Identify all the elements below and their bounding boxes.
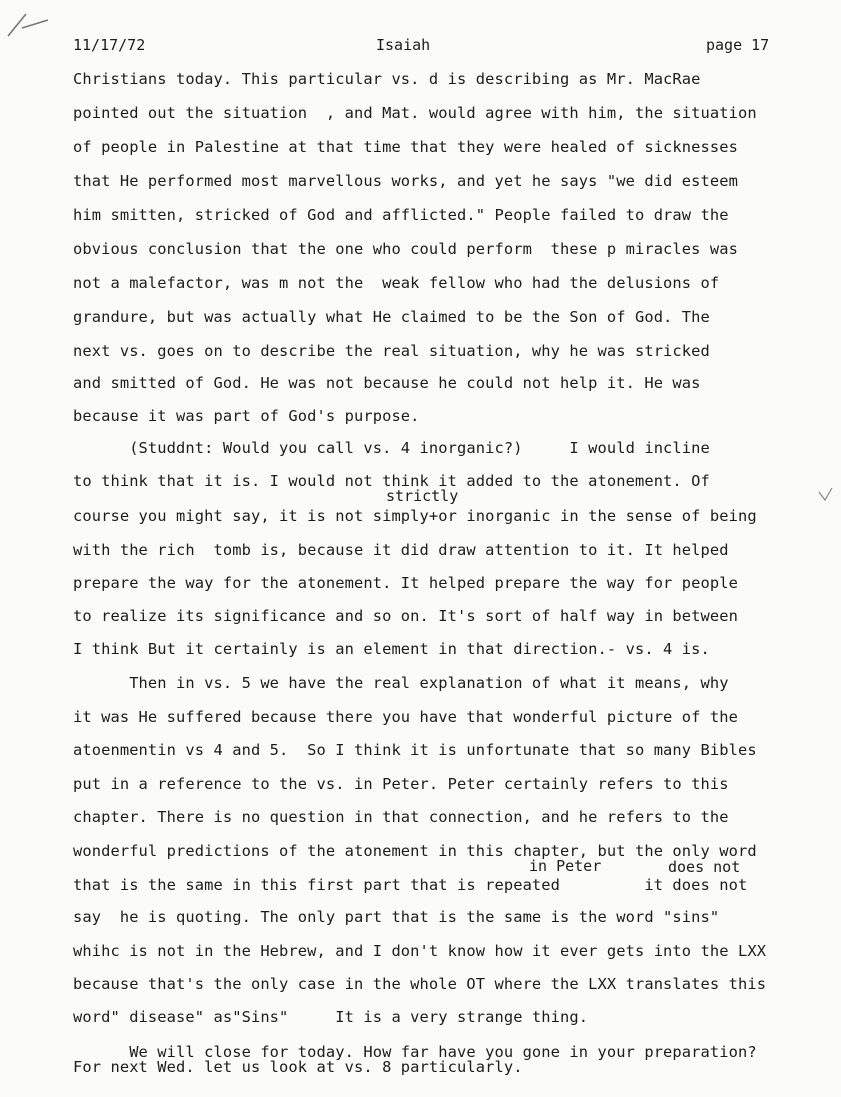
text-line: him smitten, stricked of God and afflicted." People failed to draw the bbox=[73, 206, 729, 224]
text-line: I think But it certainly is an element in that direction.- vs. 4 is. bbox=[73, 640, 710, 658]
text-line: of people in Palestine at that time that they were healed of sicknesses bbox=[73, 138, 738, 156]
insertion-strictly: strictly bbox=[386, 487, 459, 505]
text-line: Then in vs. 5 we have the real explanation of what it means, why bbox=[73, 674, 729, 692]
text-line: put in a reference to the vs. in Peter. Peter certainly refers to this bbox=[73, 775, 729, 793]
text-line: grandure, but was actually what He claimed to be the Son of God. The bbox=[73, 308, 710, 326]
corner-pen-mark bbox=[4, 6, 52, 42]
text-line: atoenmentin vs 4 and 5. So I think it is unfortunate that so many Bibles bbox=[73, 741, 757, 759]
text-line: that is the same in this first part that is repeated it does not bbox=[73, 876, 748, 894]
text-line: We will close for today. How far have you gone in your preparation? bbox=[73, 1043, 757, 1061]
text-line: whihc is not in the Hebrew, and I don't know how it ever gets into the LXX bbox=[73, 942, 767, 960]
text-line: because it was part of God's purpose. bbox=[73, 407, 420, 425]
text-line: Christians today. This particular vs. d is describing as Mr. MacRae bbox=[73, 70, 701, 88]
header-date: 11/17/72 bbox=[73, 36, 146, 54]
text-line: not a malefactor, was m not the weak fellow who had the delusions of bbox=[73, 274, 720, 292]
text-line: obvious conclusion that the one who could perform these p miracles was bbox=[73, 240, 738, 258]
text-line: next vs. goes on to describe the real situation, why he was stricked bbox=[73, 342, 710, 360]
text-line: it was He suffered because there you have that wonderful picture of the bbox=[73, 708, 738, 726]
text-line: and smitted of God. He was not because he could not help it. He was bbox=[73, 374, 701, 392]
text-line: (Studdnt: Would you call vs. 4 inorganic?) I would incline bbox=[73, 439, 710, 457]
text-line: to think that it is. I would not think it added to the atonement. Of bbox=[73, 472, 710, 490]
text-line: with the rich tomb is, because it did draw attention to it. It helped bbox=[73, 541, 729, 559]
header-page-number: page 17 bbox=[706, 36, 770, 54]
text-line: to realize its significance and so on. It's sort of half way in between bbox=[73, 607, 738, 625]
text-line: wonderful predictions of the atonement in this chapter, but the only word bbox=[73, 842, 757, 860]
text-line: prepare the way for the atonement. It helped prepare the way for people bbox=[73, 574, 738, 592]
text-line: that He performed most marvellous works, and yet he says "we did esteem bbox=[73, 172, 738, 190]
text-line: pointed out the situation , and Mat. would agree with him, the situation bbox=[73, 104, 757, 122]
text-line: course you might say, it is not simply+or inorganic in the sense of being bbox=[73, 507, 757, 525]
text-line: because that's the only case in the whole OT where the LXX translates this bbox=[73, 975, 767, 993]
text-line: For next Wed. let us look at vs. 8 particularly. bbox=[73, 1058, 523, 1076]
insertion-does-not: does not bbox=[668, 858, 741, 876]
text-line: say he is quoting. The only part that is the same is the word "sins" bbox=[73, 908, 720, 926]
header-title: Isaiah bbox=[376, 36, 431, 54]
insertion-in-peter: in Peter bbox=[529, 857, 602, 875]
text-line: chapter. There is no question in that connection, and he refers to the bbox=[73, 808, 729, 826]
text-line: word" disease" as"Sins" It is a very strange thing. bbox=[73, 1008, 589, 1026]
margin-check-mark bbox=[816, 486, 836, 506]
